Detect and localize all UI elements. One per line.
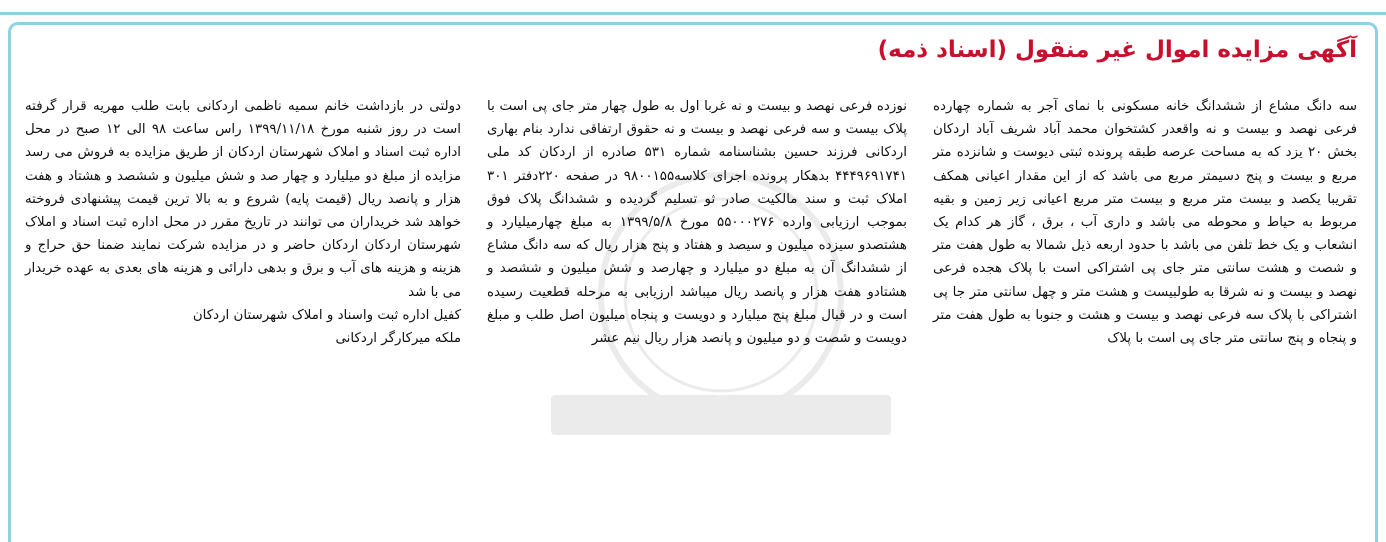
notice-box [8, 22, 1378, 542]
notice-column-2 [487, 95, 907, 350]
notice-title: آگهی مزایده اموال غیر منقول (اسناد ذمه) [877, 37, 1357, 63]
signature-line-2: ملکه میرکارگر اردکانی [335, 331, 461, 347]
notice-column-1 [933, 95, 1357, 350]
signature-line-1: کفیل اداره ثبت واسناد و املاک شهرستان اردکان [192, 307, 461, 323]
column-1-text: سه دانگ مشاع از ششدانگ خانه مسکونی با نمای آجر به شماره چهارده فرعی نهصد و بیست و نه واقعدر کشتخوان محمد آباد شریف آباد اردکان بخش ۲۰ یزد که به مساحت عرصه طبقه پرونده ثبتی دیوست و شانزده متر مربع و بیست و پنج دسیمتر مربع می باشد که از این مقدار اعیانی همکف تقریبا یکصد و بیست متر مربع و بیست متر مربع اعیانی زیر زمین و بقیه مربوط به حیاط و محوطه می باشد و داری آب ، برق ، گاز هر کدام یک انشعاب و یک خط تلفن می باشد با حدود اربعه ذیل شمالا به طول هفت متر و شصت و هشت سانتی متر جای پی اشتراکی است با پلاک هجده فرعی نهصد و بیست و نه شرقا به طولبیست و هشت متر و چهل سانتی متر جا پی اشتراکی با پلاک سه فرعی نهصد و بیست و هشت و جنوبا به طول هفت متر و پنجاه و پنج سانتی متر جای پی است با پلاک [933, 99, 1357, 347]
column-3-text: دولتی در بازداشت خانم سمیه ناظمی اردکانی بابت طلب مهریه قرار گرفته است در روز شنبه مورخ ۱۳۹۹/۱۱/۱۸ راس ساعت ۹۸ الی ۱۲ صبح در محل اداره ثبت اسناد و املاک شهرستان اردکان از طریق مزایده به فروش می رسد مزایده از مبلغ دو میلیارد و چهار صد و شش میلیون و ششصد و هشتاد و هفت هزار و پانصد ریال (قیمت پایه) شروع و به بالا ترین قیمت پیشنهادی فروخته خواهد شد خریداران می توانند در تاریخ مقرر در محل اداره ثبت اسناد و املاک شهرستان اردکان اردکان حاضر و در مزایده شرکت نمایند ضمنا حق حراج و هزینه و هزینه های آب و برق و بدهی دارائی و هزینه های بعدی به عهده خریدار می با شد [25, 99, 461, 300]
top-border-strip [0, 0, 1386, 15]
column-2-text: نوزده فرعی نهصد و بیست و نه غربا اول به طول چهار متر جای پی است با پلاک بیست و سه فرعی نهصد و بیست و نه حقوق ارتفاقی ندارد بنام بهاری اردکانی فرزند حسین بشناسنامه شماره ۵۳۱ صادره از اردکان کد ملی ۴۴۴۹۶۹۱۷۴۱ بدهکار پرونده اجرای کلاسه۹۸۰۰۱۵۵ در صفحه ۲۲۰دفتر ۳۰۱ املاک ثبت و سند مالکیت صادر ثو تسلیم گردیده و ششدانگ پلاک فوق بموجب ارزیابی وارده ۵۵۰۰۰۲۷۶ مورخ ۱۳۹۹/۵/۸ به مبلغ چهارمیلیارد و هشتصدو سیزده میلیون و سیصد و هفتاد و پنج هزار ریال که سه دانگ مشاع از ششدانگ آن به مبلغ دو میلیارد و چهارصد و شش میلیون و ششصد و هشتادو هفت هزار و پانصد ریال میباشد ارزیابی به مرحله قطعیت رسیده است و در قبال مبلغ پنج میلیارد و دویست و پنجاه میلیون اصل طلب و مبلغ دویست و شصت و دو میلیون و پانصد هزار ریال نیم عشر [487, 99, 907, 347]
notice-column-3 [25, 95, 461, 350]
